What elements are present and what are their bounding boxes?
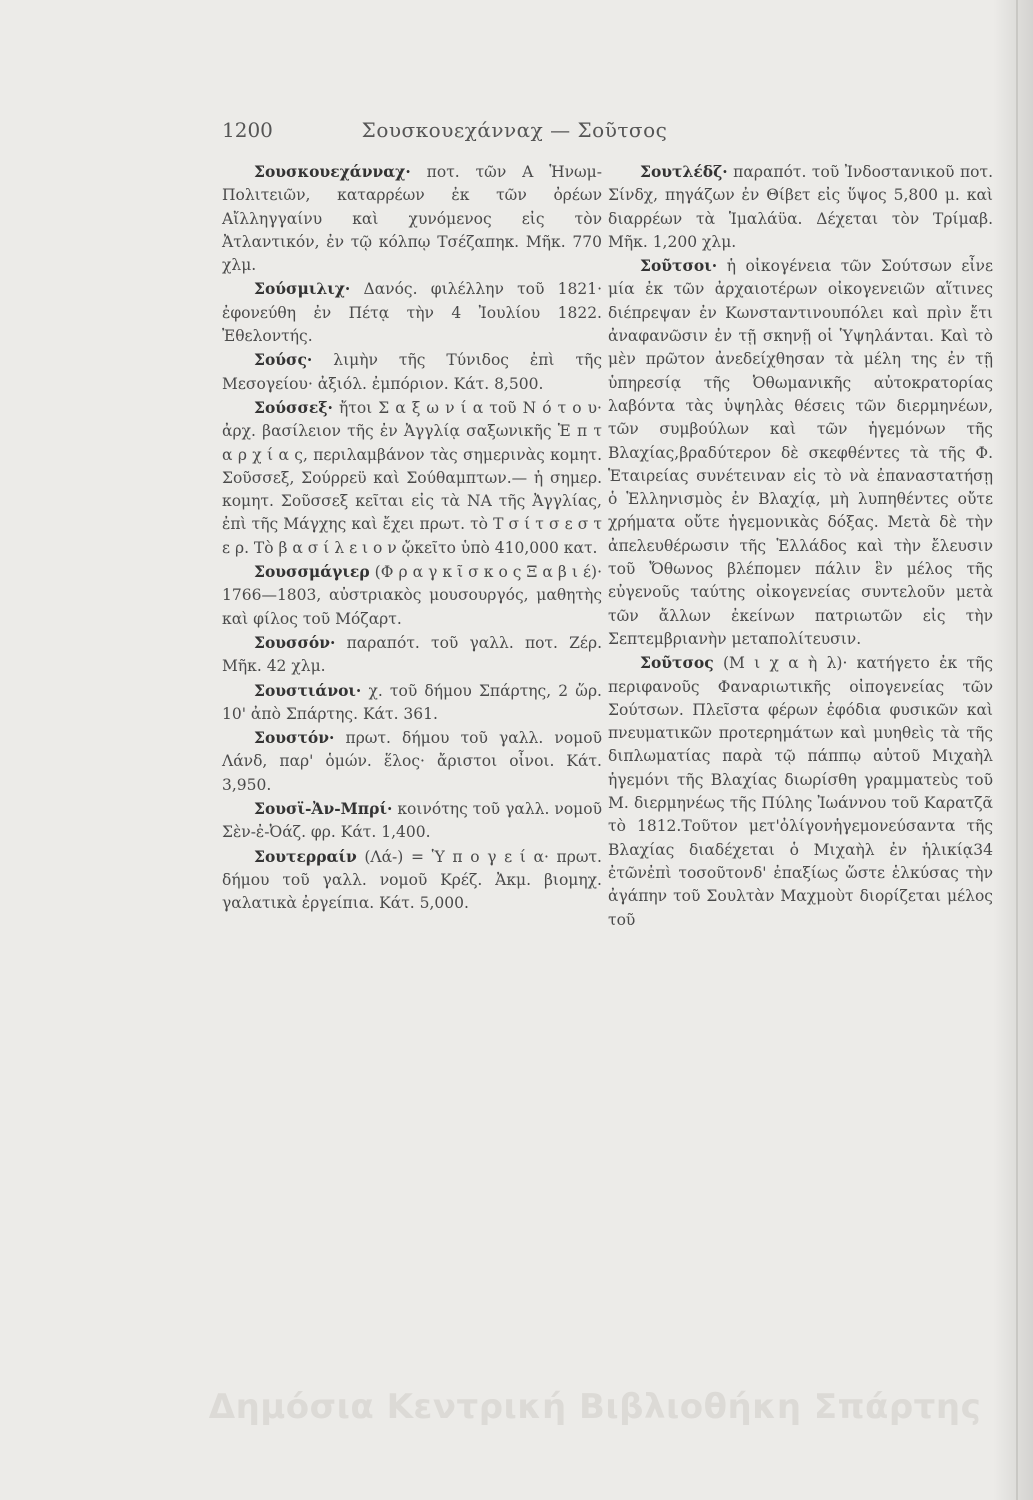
page-header [222, 118, 807, 150]
dictionary-entry [222, 797, 602, 845]
dictionary-entry [222, 726, 602, 797]
dictionary-entry [222, 396, 602, 560]
library-watermark: Δημόσια Κεντρική Βιβλιοθήκη Σπάρτης [208, 1387, 982, 1427]
entry-headword: Σουσσόν· [254, 632, 336, 652]
entry-headword: Σουτλέδζ· [640, 162, 728, 181]
entry-text: Δανός. φιλέλλην τοῦ 1821· ἐφονεύθη ἐν Πέτᾳ τὴν 4 Ἰουλίου 1822. Ἐθελοντής. [222, 280, 602, 346]
entry-headword: Σουστόν· [254, 728, 335, 748]
dictionary-entry [222, 631, 602, 679]
dictionary-entry [608, 160, 993, 254]
left-column [222, 160, 602, 916]
entry-headword: Σουσκουεχάνναχ· [254, 162, 411, 181]
entry-text: ἤτοι Σ α ξ ω ν ί α τοῦ Ν ό τ ο υ· ἀρχ. βασίλειον τῆς ἐν Ἀγγλίᾳ σαξωνικῆς Ἑ π τ α ρ χ ί α ς, περιλαμβάνον τὰς σημερινὰς κομητ. Σοῦσσεξ, Σούρρεϋ καὶ Σούθαμπτων.— ἡ σημερ. κομητ. Σοῦσσεξ κεῖται εἰς τὰ ΝΑ τῆς Ἀγγλίας, ἐπὶ τῆς Μάγχης καὶ ἔχει πρωτ. τὸ Τ σ ί τ σ ε σ τ ε ρ. Τὸ β α σ ί λ ε ι ο ν ᾤκεῖτο ὑπὸ 410,000 κατ. [222, 398, 602, 557]
entry-text: παραπότ. τοῦ γαλλ. ποτ. Ζέρ. Μῆκ. 42 χλμ. [222, 633, 602, 676]
entry-text: κοινότης τοῦ γαλλ. νομοῦ Σὲν-ἐ-Ὀάζ. φρ. Κάτ. 1,400. [222, 800, 602, 842]
entry-text: (Λά-) = Ὑ π ο γ ε ί α· πρωτ. δήμου τοῦ γαλλ. νομοῦ Κρέζ. Ἀκμ. βιομηχ. γαλατικὰ ἐργείπια. Κάτ. 5,000. [222, 847, 602, 913]
entry-headword: Σουτερραίν [254, 846, 357, 866]
entry-text: πρωτ. δήμου τοῦ γαλλ. νομοῦ Λάνδ, παρ' ὁμών. ἕλος· ἄριστοι οἶνοι. Κάτ. 3,950. [222, 729, 602, 794]
entry-text: (Φ ρ α γ κ ῖ σ κ ο ς Ξ α β ι έ)· 1766—1803, αὐστριακὸς μουσουργός, μαθητὴς καὶ φίλος τοῦ Μόζαρτ. [222, 563, 602, 628]
dictionary-entry [222, 277, 602, 348]
entry-text: ποτ. τῶν Α Ἡνωμ-Πολιτειῶν, καταρρέων ἐκ τῶν ὀρέων Αἴλληγγαίνυ καὶ χυνόμενος εἰς τὸν Ἀτλαντικόν, ἐν τῷ κόλπῳ Τσέζαπηκ. Μῆκ. 770 χλμ. [222, 163, 602, 275]
dictionary-entry [222, 679, 602, 727]
dictionary-entry [608, 651, 993, 932]
entry-headword: Σουστιάνοι· [254, 680, 362, 700]
right-column [608, 160, 993, 932]
entry-text: λιμὴν τῆς Τύνιδος ἐπὶ τῆς Μεσογείου· ἀξιόλ. ἐμπόριον. Κάτ. 8,500. [222, 351, 602, 393]
entry-headword: Σούσς· [254, 350, 313, 370]
entry-headword: Σουσϊ-Ἀν-Μπρί· [254, 799, 393, 819]
entry-text: χ. τοῦ δήμου Σπάρτης, 2 ὥρ. 10' ἀπὸ Σπάρτης. Κάτ. 361. [222, 681, 602, 723]
entry-text: ἡ οἰκογένεια τῶν Σούτσων εἶνε μία ἐκ τῶν ἀρχαιοτέρων οἰκογενειῶν αἵτινες διέπρεψαν ἐν Κωνσταντινουπόλει καὶ πρὶν ἔτι ἀναφανῶσιν ἐν τῇ σκηνῇ οἱ Ὑψηλάνται. Καὶ τὸ μὲν πρῶτον ἀνεδείχθησαν τὰ μέλη της ἐν τῇ ὑπηρεσίᾳ τῆς Ὀθωμανικῆς αὐτοκρατορίας λαβόντα τὰς ὑψηλὰς θέσεις τῶν διερμηνέων, τῶν συμβούλων καὶ τῶν ἡγεμόνων τῆς Βλαχίας,βραδύτερον δὲ σκεφθέντες τὰ τῆς Φ. Ἑταιρείας συνέτειναν εἰς τὸ νὰ ἐπαναστατήσῃ ὁ Ἑλληνισμὸς ἐν Βλαχίᾳ, μὴ λυπηθέντες οὔτε χρήματα οὔτε ἡγεμονικὰς δόξας. Μετὰ δὲ τὴν ἀπελευθέρωσιν τῆς Ἑλλάδος καὶ τὴν ἔλευσιν τοῦ Ὄθωνος βλέπομεν πάλιν ἓν μέλος τῆς εὐγενοῦς ταύτης οἰκογενείας συντελοῦν μετὰ τῶν ἄλλων ἐκείνων πατριωτῶν εἰς τὴν Σεπτεμβριανὴν μεταπολίτευσιν. [608, 257, 993, 648]
entry-text: παραπότ. τοῦ Ἰνδοστανικοῦ ποτ. Σίνδχ, πηγάζων ἐν Θίβετ εἰς ὕψος 5,800 μ. καὶ διαρρέων τὰ Ἱμαλάϋα. Δέχεται τὸν Τρίμαβ. Μῆκ. 1,200 χλμ. [608, 163, 993, 251]
dictionary-entry [608, 254, 993, 651]
dictionary-entry [222, 560, 602, 631]
dictionary-entry [222, 348, 602, 396]
entry-headword: Σούσσεξ· [254, 397, 333, 417]
entry-headword: Σοῦτσοι· [640, 256, 718, 276]
dictionary-entry [222, 845, 602, 916]
page-edge [1016, 0, 1018, 1500]
page-shadow [993, 0, 1033, 1500]
entry-headword: Σουσσμάγιερ [254, 562, 370, 582]
entry-text: (Μ ι χ α ὴ λ)· κατήγετο ἐκ τῆς περιφανοῦς Φαναριωτικῆς οἰπογενείας τῶν Σούτσων. Πλεῖστα φέρων ἐφόδια φυσικῶν καὶ πνευματικῶν προτερημάτων καὶ μυηθεὶς τὰ τῆς διπλωματίας παρὰ τῷ πάππῳ αὐτοῦ Μιχαὴλ ἡγεμόνι τῆς Βλαχίας διωρίσθη γραμματεὺς τοῦ Μ. διερμηνέως τῆς Πύλης Ἰωάννου τοῦ Καρατζᾶ τὸ 1812.Τοῦτον μετ'ὀλίγονἡγεμονεύσαντα τῆς Βλαχίας διαδέχεται ὁ Μιχαὴλ ἐν ἡλικίᾳ34 ἐτῶνἐπὶ τοσοῦτονδ' ἐπαξίως ὥστε ἑλκύσας τὴν ἀγάπην τοῦ Σουλτὰν Μαχμοὺτ διορίζεται μέλος τοῦ [608, 654, 993, 929]
running-title: Σουσκουεχάνναχ — Σοῦτσος [361, 118, 668, 142]
entry-headword: Σούσμιλιχ· [254, 279, 351, 299]
page-number: 1200 [222, 118, 273, 142]
dictionary-entry [222, 160, 602, 277]
entry-headword: Σοῦτσος [640, 653, 714, 673]
